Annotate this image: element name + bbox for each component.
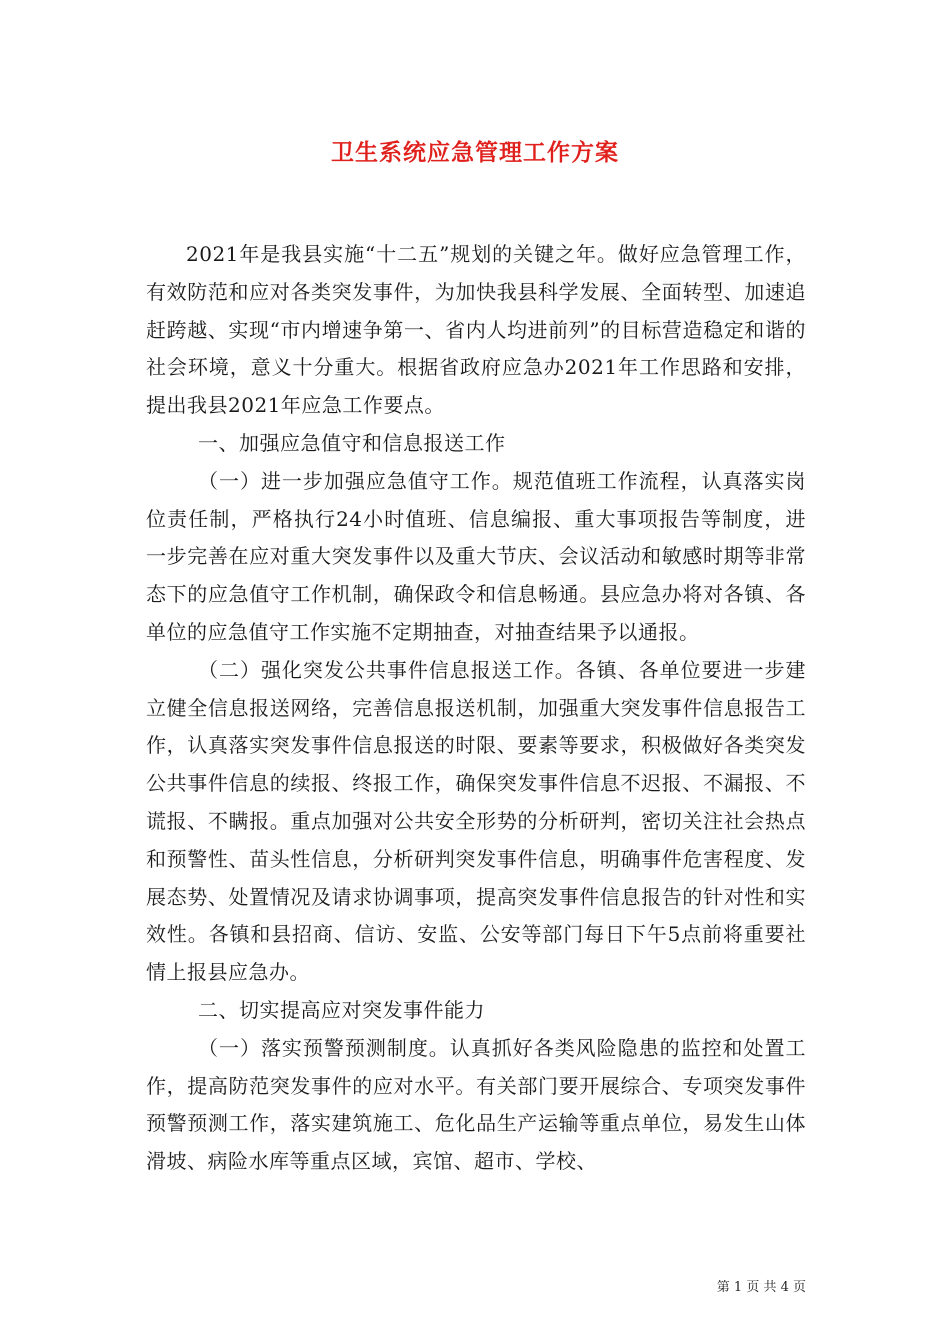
section-heading-1: 一、加强应急值守和信息报送工作 xyxy=(198,430,506,455)
page-number-footer: 第 1 页 共 4 页 xyxy=(716,1280,806,1295)
intro-paragraph: 2021年是我县实施“十二五”规划的关键之年。做好应急管理工作，有效防范和应对各类突发事件，为加快我县科学发展、全面转型、加速追赶跨越、实现“市内增速争第一、省内人均进前列”的目标营造稳定和谐的社会环境，意义十分重大。根据省政府应急办2021年工作思路和安排，提出我县2021年应急工作要点。 xyxy=(146,242,806,418)
section-heading-2: 二、切实提高应对突发事件能力 xyxy=(198,997,485,1022)
document-body xyxy=(146,236,806,1181)
subsection-2-1: （一）落实预警预测制度。认真抓好各类风险隐患的监控和处置工作，提高防范突发事件的应对水平。有关部门要开展综合、专项突发事件预警预测工作，落实建筑施工、危化品生产运输等重点单位，易发生山体滑坡、病险水库等重点区域，宾馆、超市、学校、 xyxy=(146,1035,806,1174)
document-title: 卫生系统应急管理工作方案 xyxy=(331,139,619,166)
subsection-1-1: （一）进一步加强应急值守工作。规范值班工作流程，认真落实岗位责任制，严格执行24小时值班、信息编报、重大事项报告等制度，进一步完善在应对重大突发事件以及重大节庆、会议活动和敏感时期等非常态下的应急值守工作机制，确保政令和信息畅通。县应急办将对各镇、各单位的应急值守工作实施不定期抽查，对抽查结果予以通报。 xyxy=(146,468,806,644)
subsection-1-2: （二）强化突发公共事件信息报送工作。各镇、各单位要进一步建立健全信息报送网络，完善信息报送机制，加强重大突发事件信息报告工作，认真落实突发事件信息报送的时限、要素等要求，积极做好各类突发公共事件信息的续报、终报工作，确保突发事件信息不迟报、不漏报、不谎报、不瞒报。重点加强对公共安全形势的分析研判，密切关注社会热点和预警性、苗头性信息，分析研判突发事件信息，明确事件危害程度、发展态势、处置情况及请求协调事项，提高突发事件信息报告的针对性和实效性。各镇和县招商、信访、安监、公安等部门每日下午5点前将重要社情上报县应急办。 xyxy=(146,657,806,985)
